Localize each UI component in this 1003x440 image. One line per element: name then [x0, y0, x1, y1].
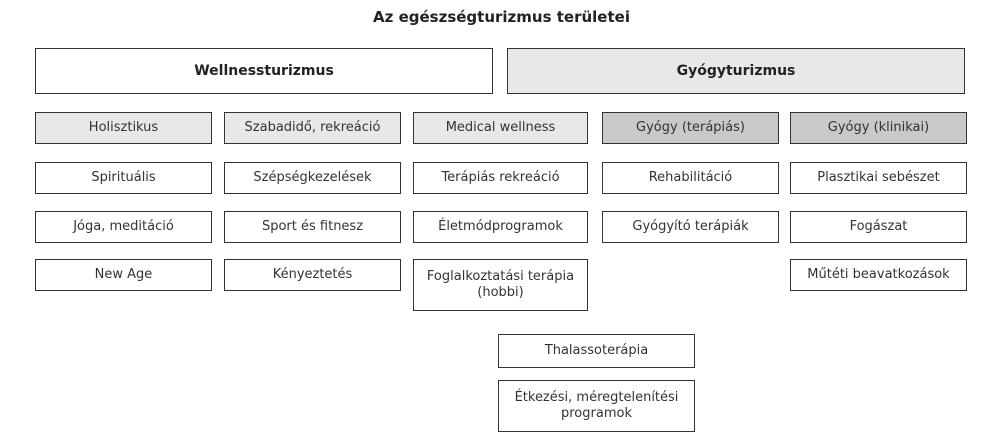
category-holistic: Holisztikus [35, 112, 212, 144]
header-wellness: Wellnessturizmus [35, 48, 493, 94]
item-diet-detox-programs: Étkezési, méregtelenítési programok [498, 380, 695, 432]
category-clinical-cure: Gyógy (klinikai) [790, 112, 967, 144]
item-rehabilitation: Rehabilitáció [602, 162, 779, 194]
item-spiritual: Spirituális [35, 162, 212, 194]
item-occupational-therapy: Foglalkoztatási terápia (hobbi) [413, 259, 588, 311]
item-pampering: Kényeztetés [224, 259, 401, 291]
header-medical: Gyógyturizmus [507, 48, 965, 94]
item-therapeutic-recreation: Terápiás rekreáció [413, 162, 588, 194]
item-yoga-meditation: Jóga, meditáció [35, 211, 212, 243]
item-sport-fitness: Sport és fitnesz [224, 211, 401, 243]
item-beauty-treatments: Szépségkezelések [224, 162, 401, 194]
item-plastic-surgery: Plasztikai sebészet [790, 162, 967, 194]
diagram-title: Az egészségturizmus területei [373, 8, 630, 26]
item-thalassotherapy: Thalassoterápia [498, 334, 695, 368]
item-surgical-interventions: Műtéti beavatkozások [790, 259, 967, 291]
item-healing-therapies: Gyógyító terápiák [602, 211, 779, 243]
category-leisure-recreation: Szabadidő, rekreáció [224, 112, 401, 144]
item-dentistry: Fogászat [790, 211, 967, 243]
category-therapeutic-cure: Gyógy (terápiás) [602, 112, 779, 144]
category-medical-wellness: Medical wellness [413, 112, 588, 144]
item-lifestyle-programs: Életmódprogramok [413, 211, 588, 243]
item-new-age: New Age [35, 259, 212, 291]
